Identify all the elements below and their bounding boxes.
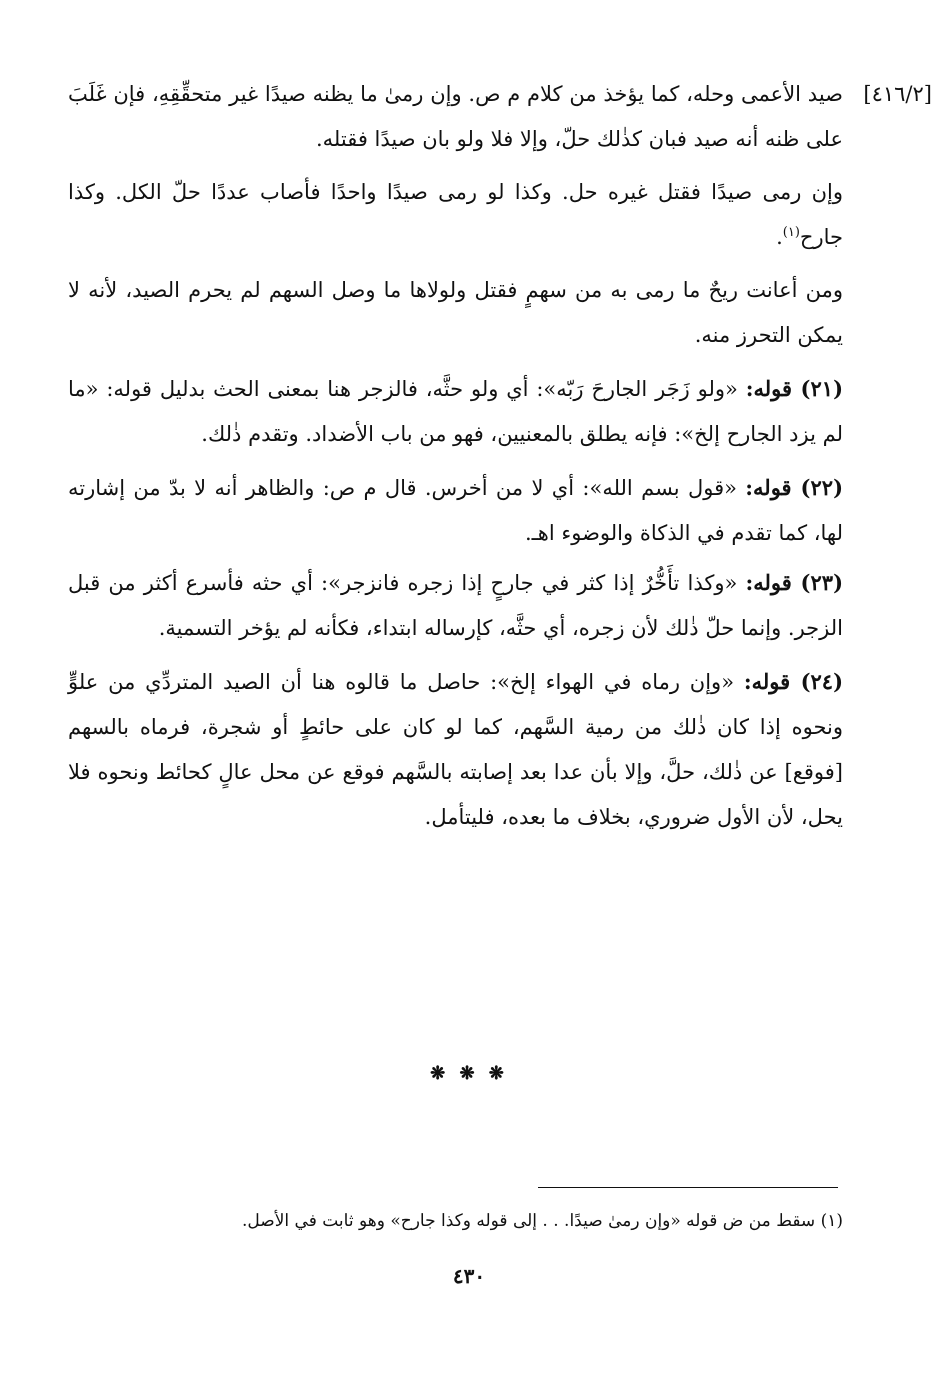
paragraph <box>68 659 843 840</box>
paragraph-end: . <box>776 225 783 249</box>
paragraph <box>68 465 843 556</box>
note-text: «ولو زَجَر الجارحَ رَبّه»: أي ولو حثَّه، فالزجر هنا بمعنى الحث بدليل قوله: «ما لم يزد الجارح إلخ»: فإنه يطلق بالمعنيين، فهو من باب الأضداد. وتقدم ذٰلك. <box>68 377 843 446</box>
note-label: (٢٣) قوله: <box>745 570 843 595</box>
note-text: «وإن رماه في الهواء إلخ»: حاصل ما قالوه هنا أن الصيد المتردِّي من علوٍّ ونحوه إذا كان ذٰلك من رمية السَّهم، كما لو كان على حائطٍ أو شجرة، فرماه بالسهم [فوقع] عن ذٰلك، حلَّ، وإلا بأن عدا بعد إصابته بالسَّهم فوقع عن محل عالٍ كحائط ونحوه فلا يحل، لأن الأول ضروري، بخلاف ما بعده، فليتأمل. <box>68 670 843 829</box>
note-text: «وكذا تأَخُّرٌ إذا كثر في جارحٍ إذا زجره فانزجر»: أي حثه فأسرع أكثر من قبل الزجر. وإنما حلّ ذٰلك لأن زجره، أي حثَّه، كإرساله ابتداء، فكأنه لم يؤخر التسمية. <box>68 571 843 640</box>
note-label: (٢٤) قوله: <box>743 669 844 694</box>
paragraph <box>68 366 843 457</box>
paragraph-text: وإن رمى صيدًا فقتل غيره حل. وكذا لو رمى صيدًا واحدًا فأصاب عددًا حلّ الكل. وكذا جارح <box>68 180 843 249</box>
margin-reference: [٤١٦/٢] <box>863 82 932 106</box>
paragraph <box>68 560 843 651</box>
note-label: (٢١) قوله: <box>745 376 843 401</box>
note-label: (٢٢) قوله: <box>745 475 843 500</box>
footnote: (١) سقط من ض قوله «وإن رمىٰ صيدًا. . . إلى قوله وكذا جارح» وهو ثابت في الأصل. <box>241 1211 843 1231</box>
main-text <box>68 72 843 848</box>
paragraph: صيد الأعمى وحله، كما يؤخذ من كلام م ص. وإن رمىٰ ما يظنه صيدًا غير متحقِّقِهِ، فإن غَلَبَ على ظنه أنه صيد فبان كذٰلك حلّ، وإلا فلا ولو بان صيدًا فقتله. <box>68 82 843 151</box>
footnote-ref: (١) <box>782 225 800 240</box>
section-separator: ❋ ❋ ❋ <box>430 1063 508 1084</box>
note-text: «قول بسم الله»: أي لا من أخرس. قال م ص: والظاهر أنه لا بدّ من إشارته لها، كما تقدم في الذكاة والوضوء اهـ. <box>68 476 843 545</box>
paragraph: ومن أعانت ريحٌ ما رمى به من سهمٍ فقتل ولولاها ما وصل السهم لم يحرم الصيد، لأنه لا يمكن التحرز منه. <box>68 278 843 347</box>
page-number: ٤٣٠ <box>452 1264 486 1288</box>
paragraph <box>68 170 843 260</box>
footnote-divider <box>538 1187 838 1188</box>
